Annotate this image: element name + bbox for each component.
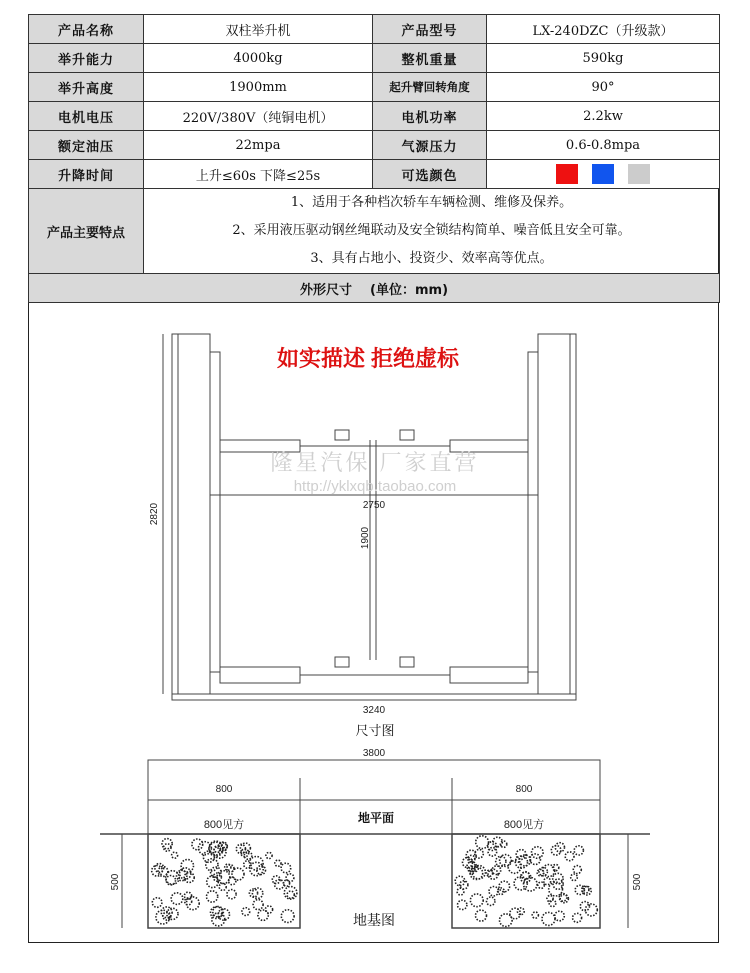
feature-item: 1、适用于各种档次轿车车辆检测、维修及保养。	[290, 195, 573, 210]
feature-item: 2、采用液压驱动钢丝绳联动及安全锁结构简单、噪音低且安全可靠。	[232, 223, 631, 238]
spec-value: 1900mm	[144, 73, 373, 102]
gravel-stone	[544, 878, 551, 885]
gravel-stone	[573, 866, 581, 874]
gravel-stone	[266, 852, 272, 858]
gravel-stone	[458, 900, 467, 909]
dim-foundation-width: 3800	[362, 748, 386, 759]
spec-label: 产品型号	[373, 15, 487, 44]
pad-size-left: 800见方	[203, 819, 245, 831]
dim-depth-left: 500	[110, 873, 121, 891]
gravel-stone	[514, 877, 527, 890]
gravel-stone	[551, 846, 561, 856]
features-label: 产品主要特点	[29, 189, 144, 274]
gravel-stone	[217, 871, 230, 884]
foundation-caption: 地基图	[353, 912, 395, 928]
gravel-stone	[172, 852, 178, 858]
spec-value: 2.2kw	[487, 102, 720, 131]
watermark-url: http://yklxqb.taobao.com	[293, 478, 457, 495]
spec-value: 90°	[487, 73, 720, 102]
gravel-stone	[532, 847, 544, 859]
ground-label: 地平面	[357, 811, 395, 825]
spec-value: 4000kg	[144, 44, 373, 73]
dim-pad-left: 800	[215, 784, 233, 795]
spec-value: 上升≤60s 下降≤25s	[144, 160, 373, 189]
gravel-stone	[532, 912, 538, 918]
spec-value: 双柱举升机	[144, 15, 373, 44]
base-plate	[172, 694, 576, 700]
gravel-stone	[543, 865, 555, 877]
gravel-stone	[242, 908, 250, 916]
dim-height-total: 2820	[149, 502, 160, 526]
gravel-stone	[284, 887, 297, 900]
gravel-stone	[530, 854, 541, 865]
gravel-stone	[585, 904, 597, 916]
dim-pad-right: 800	[515, 784, 533, 795]
gravel-stone	[253, 900, 263, 910]
spec-label: 气源压力	[373, 131, 487, 160]
gravel-stone	[281, 910, 294, 923]
spec-label: 额定油压	[29, 131, 144, 160]
spec-label: 产品名称	[29, 15, 144, 44]
gravel-stone	[192, 839, 203, 850]
gravel-stone	[555, 911, 565, 921]
diagram-caption: 尺寸图	[355, 723, 395, 738]
spec-label: 电机功率	[373, 102, 487, 131]
spec-value: 590kg	[487, 44, 720, 73]
gravel-stone	[575, 885, 584, 894]
gravel-stone	[510, 908, 521, 919]
dim-lift-height: 1900	[360, 526, 371, 550]
dimensions-label: 外形尺寸 (单位：mm)	[29, 274, 720, 303]
gravel-stone	[207, 891, 218, 902]
gravel-stone	[476, 836, 489, 849]
gravel-stone	[258, 910, 268, 920]
foundation-diagram	[100, 760, 650, 928]
gravel-stone	[152, 898, 162, 908]
gravel-stone	[275, 860, 281, 866]
gravel-stone	[549, 900, 556, 907]
gravel-stone	[565, 852, 574, 861]
feature-item: 3、具有占地小、投资少、效率高等优点。	[310, 251, 553, 266]
gravel-stone	[287, 891, 294, 898]
gravel-stone	[538, 882, 544, 888]
gravel-stone	[219, 883, 226, 890]
gravel-stone	[559, 894, 567, 902]
gravel-stone	[487, 897, 495, 905]
pad-size-right: 800见方	[503, 819, 545, 831]
gravel-stone	[476, 910, 487, 921]
slogan: 如实描述 拒绝虚标	[276, 346, 460, 371]
gravel-stone	[500, 841, 506, 847]
dim-base-width: 3240	[362, 705, 386, 716]
dim-depth-right: 500	[632, 873, 643, 891]
gravel-stone	[164, 844, 171, 851]
gravel-stone	[555, 843, 564, 852]
gravel-stone	[203, 851, 214, 862]
gravel-stone	[470, 894, 483, 907]
gravel-stone	[500, 914, 513, 927]
gravel-stone	[281, 863, 291, 873]
spec-label: 升降时间	[29, 160, 144, 189]
gravel-stone	[573, 913, 582, 922]
gravel-stone	[553, 879, 563, 889]
spec-label: 起升臂回转角度	[373, 73, 487, 102]
watermark: 隆星汽保 厂家直营	[270, 450, 480, 475]
gravel-stone	[492, 866, 501, 875]
spec-value: LX-240DZC（升级款）	[487, 15, 720, 44]
gravel-stone	[171, 893, 183, 905]
gravel-stone	[457, 888, 464, 895]
gravel-stone	[571, 874, 578, 881]
gravel-stone	[475, 850, 484, 859]
gravel-stone	[463, 858, 473, 868]
spec-label: 整机重量	[373, 44, 487, 73]
spec-label: 举升高度	[29, 73, 144, 102]
spec-label: 可选颜色	[373, 160, 487, 189]
spec-label: 电机电压	[29, 102, 144, 131]
gravel-stone	[186, 897, 199, 910]
gravel-stone	[574, 846, 583, 855]
gravel-stone	[227, 890, 236, 899]
spec-value: 22mpa	[144, 131, 373, 160]
gravel-stone	[542, 912, 555, 925]
dim-inner-width: 2750	[362, 500, 386, 511]
spec-label: 举升能力	[29, 44, 144, 73]
spec-value: 0.6-0.8mpa	[487, 131, 720, 160]
gravel-stone	[244, 852, 252, 860]
lift-diagram	[163, 334, 576, 700]
spec-value: 220V/380V（纯铜电机）	[144, 102, 373, 131]
gravel-stone	[244, 861, 251, 868]
